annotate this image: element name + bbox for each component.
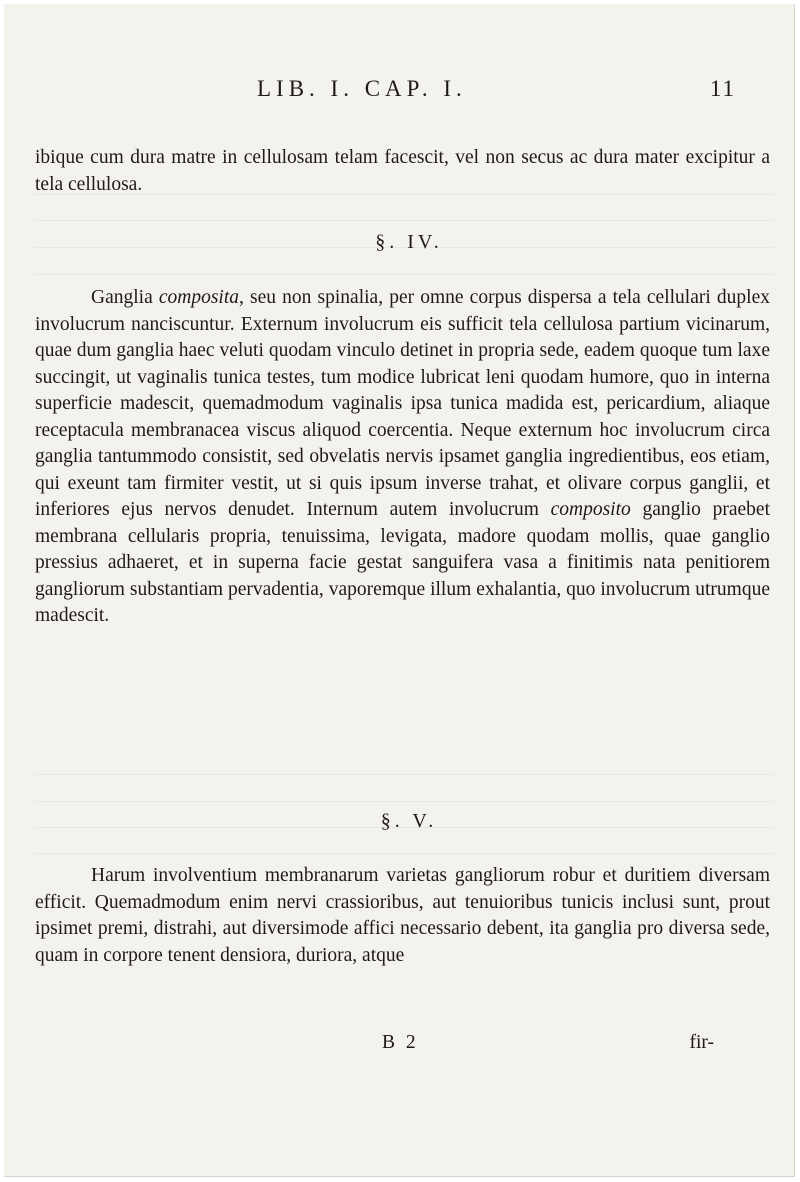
section-v-paragraph	[35, 863, 770, 969]
catchword: fir-	[689, 1032, 714, 1053]
italic-term: composito	[550, 499, 631, 520]
section-heading-v: §. V.	[380, 810, 438, 832]
italic-term: composita	[158, 287, 240, 308]
text-run: Ganglia	[91, 287, 159, 308]
signature-mark: B 2	[382, 1032, 419, 1053]
paragraph-continuation	[35, 145, 770, 198]
running-head: LIB. I. CAP. I.	[257, 76, 467, 101]
page-number: 11	[709, 76, 736, 101]
text-run: , seu non spinalia, per omne corpus dispersa a tela cellulari duplex involucrum nanciscuntur. Externum involucrum eis sufficit tela cellulosa partium vicinarum, quae dum ganglia haec veluti quodam vinculo detinet in propria sede, eadem quoque tum laxe succingit, ut vaginalis tunica testes, tum modice lubricat leni quodam humore, quo in interna superficie madescit, quemadmodum vaginalis ipsa tunica madida est, pericardium, aliaque receptacula membranacea viscus aliquod coercentia. Neque externum hoc involucrum circa ganglia tantummodo consistit, sed obvelatis nervis ipsamet ganglia ingredientibus, eos etiam, qui exeunt tam firmiter vestit, ut si quis ipsum inverse trahat, et olivare corpus ganglii, et inferiores ejus nervos denudet. Internum autem involucrum	[35, 287, 770, 520]
section-heading-iv: §. IV.	[375, 231, 443, 253]
text-run: ganglio praebet membrana cellularis propria, tenuissima, levigata, madore quodam mollis, quae ganglio pressius adhaeret, et in superna facie gestat sanguifera vasa a finitimis nata penitiorem gangliorum substantiam pervadentia, vaporemque illum exhalantia, quo involucrum utrumque madescit.	[35, 499, 770, 626]
paragraph-text: ibique cum dura matre in cellulosam telam facescit, vel non secus ac dura mater excipitur a tela cellulosa.	[35, 147, 770, 195]
page-header	[4, 74, 794, 110]
page-footer	[4, 1032, 794, 1062]
book-page	[4, 4, 795, 1177]
section-iv-paragraph	[35, 285, 770, 630]
paragraph-text: Harum involventium membranarum varietas gangliorum robur et duritiem diversam efficit. Quemadmodum enim nervi crassioribus, aut tenuioribus tunicis inclusi sunt, prout ipsimet premi, distrahi, aut diversimode affici necessario debent, ita ganglia pro diversa sede, quam in corpore tenent densiora, duriora, atque	[35, 865, 770, 966]
paragraph-text	[35, 285, 770, 630]
